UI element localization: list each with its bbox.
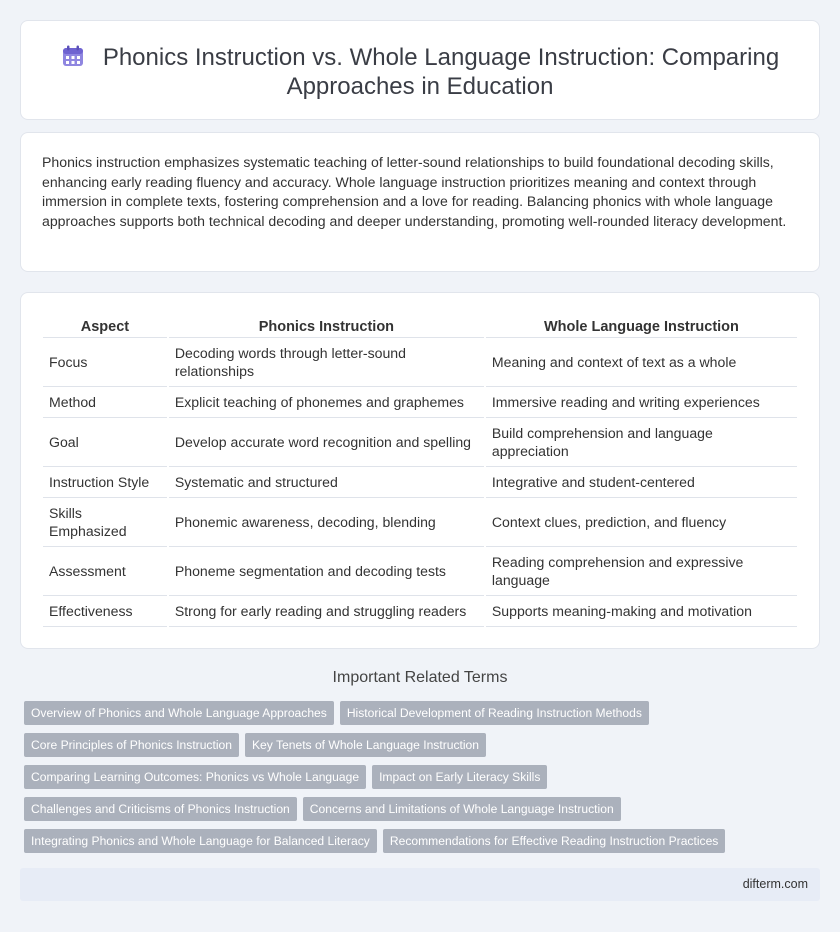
table-cell: Method (43, 387, 167, 418)
table-cell: Goal (43, 418, 167, 467)
table-cell: Reading comprehension and expressive language (486, 547, 797, 596)
table-cell: Focus (43, 338, 167, 387)
table-cell: Skills Emphasized (43, 498, 167, 547)
table-cell: Phoneme segmentation and decoding tests (169, 547, 484, 596)
table-cell: Context clues, prediction, and fluency (486, 498, 797, 547)
table-cell: Immersive reading and writing experiences (486, 387, 797, 418)
header-whole-language: Whole Language Instruction (486, 314, 797, 338)
table-cell: Build comprehension and language appreciation (486, 418, 797, 467)
intro-card (20, 132, 820, 272)
calendar-icon (61, 44, 85, 68)
related-terms-heading: Important Related Terms (332, 669, 508, 686)
footer-site-link[interactable]: difterm.com (742, 877, 808, 891)
table-row (43, 596, 797, 627)
table-row (43, 387, 797, 418)
table-cell: Supports meaning-making and motivation (486, 596, 797, 627)
table-row (43, 467, 797, 498)
header-phonics: Phonics Instruction (169, 314, 484, 338)
header-aspect: Aspect (43, 314, 167, 338)
tag-row (24, 733, 824, 765)
footer (20, 868, 820, 901)
related-term-tag[interactable]: Recommendations for Effective Reading Instruction Practices (383, 829, 725, 853)
page-title-wrap (21, 43, 819, 101)
table-row (43, 418, 797, 467)
related-term-tag[interactable]: Impact on Early Literacy Skills (372, 765, 547, 789)
related-term-tag[interactable]: Challenges and Criticisms of Phonics Instruction (24, 797, 297, 821)
related-term-tag[interactable]: Overview of Phonics and Whole Language Approaches (24, 701, 334, 725)
table-row (43, 338, 797, 387)
table-cell: Integrative and student-centered (486, 467, 797, 498)
table-cell: Effectiveness (43, 596, 167, 627)
related-terms-list (24, 701, 824, 861)
table-cell: Develop accurate word recognition and spelling (169, 418, 484, 467)
tag-row (24, 797, 824, 829)
tag-row (24, 765, 824, 797)
table-cell: Meaning and context of text as a whole (486, 338, 797, 387)
table-row (43, 547, 797, 596)
table-header-row (43, 314, 797, 338)
table-cell: Systematic and structured (169, 467, 484, 498)
related-term-tag[interactable]: Concerns and Limitations of Whole Language Instruction (303, 797, 621, 821)
intro-paragraph: Phonics instruction emphasizes systematic teaching of letter-sound relationships to build foundational decoding skills, enhancing early reading fluency and accuracy. Whole language instruction prioritizes meaning and context through immersion in complete texts, fostering comprehension and a love for reading. Balancing phonics with whole language approaches supports both technical decoding and deeper understanding, promoting well-rounded literacy development. (42, 154, 787, 229)
comparison-table (41, 314, 799, 627)
table-cell: Decoding words through letter-sound relationships (169, 338, 484, 387)
table-cell: Phonemic awareness, decoding, blending (169, 498, 484, 547)
related-term-tag[interactable]: Integrating Phonics and Whole Language for Balanced Literacy (24, 829, 377, 853)
related-term-tag[interactable]: Historical Development of Reading Instruction Methods (340, 701, 649, 725)
related-term-tag[interactable]: Key Tenets of Whole Language Instruction (245, 733, 486, 757)
comparison-card (20, 292, 820, 649)
table-cell: Assessment (43, 547, 167, 596)
table-cell: Instruction Style (43, 467, 167, 498)
table-row (43, 498, 797, 547)
tag-row (24, 701, 824, 733)
related-term-tag[interactable]: Comparing Learning Outcomes: Phonics vs Whole Language (24, 765, 366, 789)
title-card (20, 20, 820, 120)
table-cell: Strong for early reading and struggling readers (169, 596, 484, 627)
table-cell: Explicit teaching of phonemes and graphemes (169, 387, 484, 418)
tag-row (24, 829, 824, 861)
page-title: Phonics Instruction vs. Whole Language Instruction: Comparing Approaches in Education (102, 44, 780, 100)
related-term-tag[interactable]: Core Principles of Phonics Instruction (24, 733, 239, 757)
